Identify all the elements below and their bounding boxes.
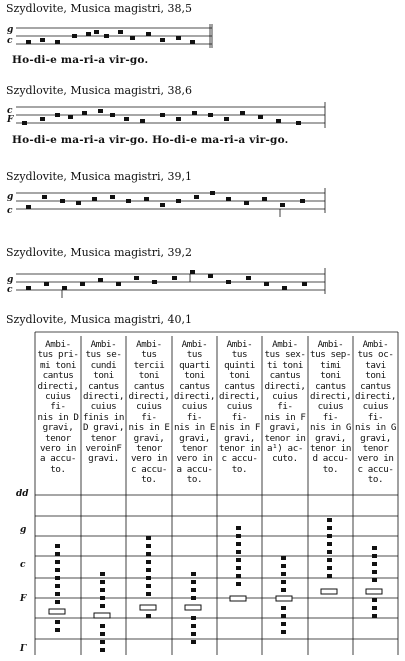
lyric-line-1: Ho-di-e ma-ri-a vir-go. <box>12 54 149 66</box>
clef-label: c <box>7 206 13 216</box>
clef-label: g <box>7 275 14 285</box>
mode-6-description: Ambi- tus sex- ti toni cantus directi, cuius fi- nis in F gravi, tenor in a¹) ac- cuto. <box>264 339 306 465</box>
mode-3-description: Ambi- tus tercii toni cantus directi, cuius fi- nis in E gravi, tenor vero in c accu- to. <box>128 339 170 486</box>
example-caption-5: Szydlovite, Musica magistri, 40,1 <box>6 313 192 326</box>
clef-label: g <box>7 25 14 35</box>
pitch-label-F: F <box>20 594 27 604</box>
clef-label: F <box>7 115 14 125</box>
pitch-label-c: c <box>20 560 26 570</box>
clef-label: c <box>7 106 13 116</box>
lyric-line-2: Ho-di-e ma-ri-a vir-go. Ho-di-e ma-ri-a vir-go. <box>12 134 289 146</box>
example-caption-3: Szydlovite, Musica magistri, 39,1 <box>6 170 192 183</box>
example-caption-4: Szydlovite, Musica magistri, 39,2 <box>6 246 192 259</box>
mode-1-description: Ambi- tus pri- mi toni cantus directi, cuius fi- nis in D gravi, tenor vero in a accu- to. <box>37 339 79 475</box>
pitch-label-gamma: Γ <box>20 644 27 654</box>
clef-label: g <box>7 192 14 202</box>
mode-5-description: Ambi- tus quinti toni cantus directi, cuius fi- nis in F gravi, tenor in c accu- to. <box>218 339 261 475</box>
example-caption-1: Szydlovite, Musica magistri, 38,5 <box>6 2 192 15</box>
pitch-label-dd: dd <box>16 489 29 499</box>
mode-8-description: Ambi- tus oc- tavi toni cantus directi, cuius fi- nis in G gravi, tenor vero in c accu- to. <box>354 339 397 486</box>
mode-2-description: Ambi- tus se- cundi toni cantus directi, cuius finis in D gravi, tenor veroinF gravi. <box>82 339 125 465</box>
clef-label: c <box>7 285 13 295</box>
example-caption-2: Szydlovite, Musica magistri, 38,6 <box>6 84 192 97</box>
mode-7-description: Ambi- tus sep- timi toni cantus directi, cuius fi- nis in G gravi, tenor in d accu- to. <box>309 339 352 475</box>
mode-4-description: Ambi- tus quarti toni cantus directi, cuius fi- nis in E gravi, tenor vero in a accu- to. <box>173 339 216 486</box>
pitch-label-g: g <box>20 525 27 535</box>
clef-label: c <box>7 36 13 46</box>
